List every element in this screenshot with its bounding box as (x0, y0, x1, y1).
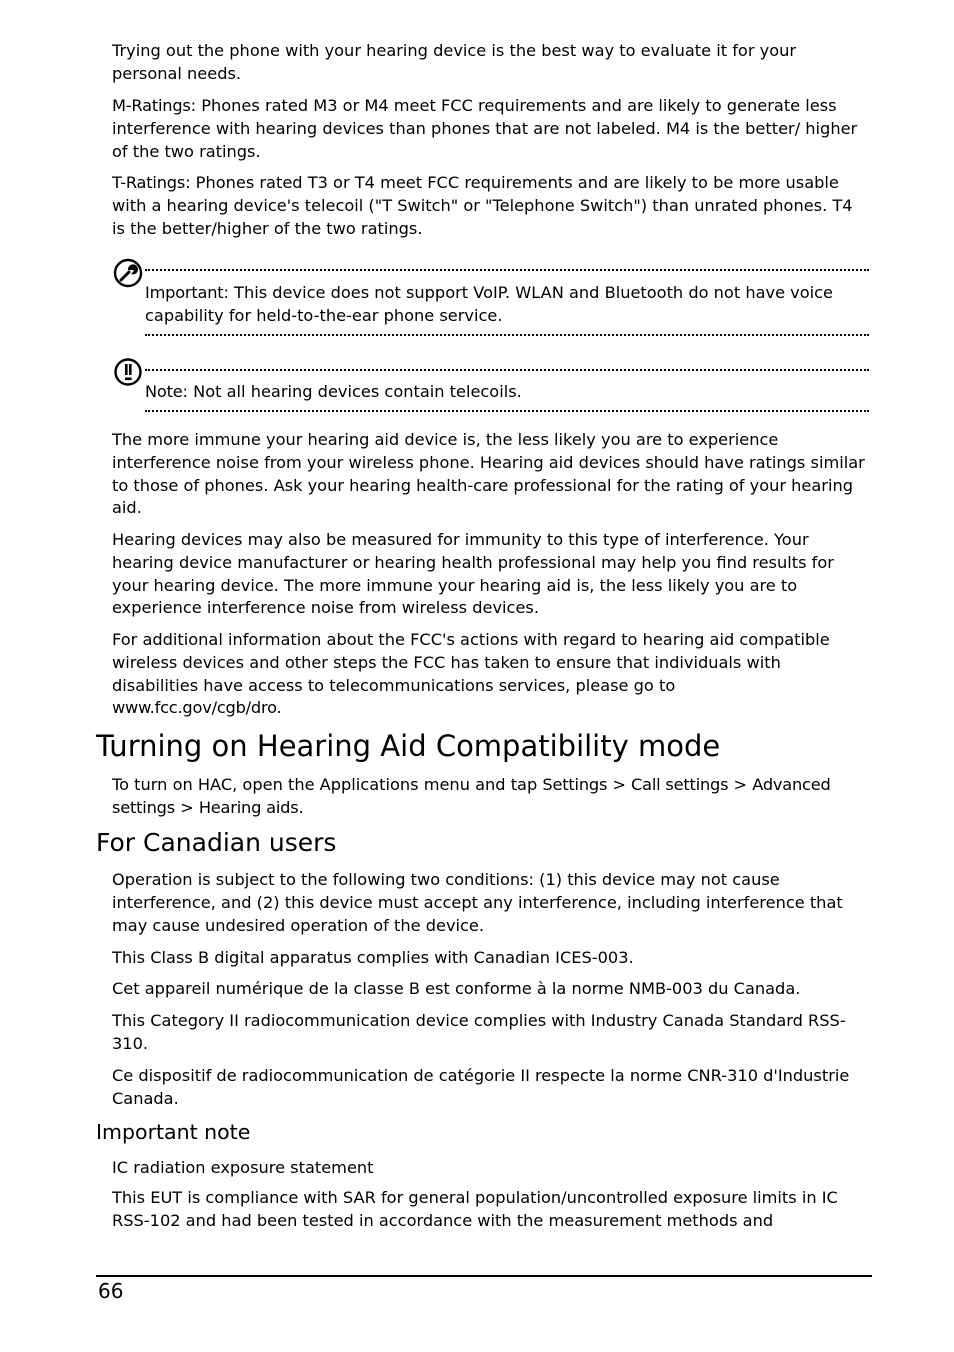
fcc-info-text: For additional information about the FCC's actions with regard to hearing aid compatible wireless devices and other steps the FCC has taken to ensure that individuals with disabilities have access to telecommunications services, please go to (112, 630, 830, 695)
footer-rule (96, 1275, 872, 1277)
note-label: Note (145, 382, 183, 401)
m-ratings-paragraph (112, 95, 870, 163)
path-separator: > (174, 797, 199, 817)
t-ratings-text: : Phones rated T3 or T4 meet FCC requirements and are likely to be more usable with a hearing device's telecoil ("T Switch" or "Telephone Switch") than unrated phones. T4 is the better/higher of the two ratings. (112, 173, 853, 238)
ices-paragraph: This Class B digital apparatus complies with Canadian ICES-003. (112, 948, 634, 967)
advanced-settings-menu-path: Advanced settings (112, 775, 831, 817)
ic-radiation-subheading: IC radiation exposure statement (112, 1158, 374, 1177)
note-text: : Not all hearing devices contain telecoils. (182, 382, 522, 401)
m-ratings-text: : Phones rated M3 or M4 meet FCC requirements and are likely to generate less interference with hearing devices than phones that are not labeled. M4 is the better/ higher of the two ratings. (112, 96, 858, 161)
important-text: : This device does not support VoIP. WLAN and Bluetooth do not have voice capability for held-to-the-ear phone service. (145, 283, 834, 325)
t-ratings-paragraph (112, 172, 870, 240)
note-callout-text (145, 381, 869, 404)
path-separator: > (607, 775, 632, 794)
canadian-conditions-paragraph: Operation is subject to the following two conditions: (1) this device may not cause interference, and (2) this device must accept any interference, including interference that may cause undesired operation of the device. (112, 870, 843, 935)
hac-text: To turn on HAC, open the Applications menu and tap (112, 775, 543, 794)
rss-paragraph: This Category II radiocommunication device complies with Industry Canada Standard RSS-310. (112, 1011, 846, 1053)
settings-menu-path: Settings (542, 775, 608, 794)
hac-heading: Turning on Hearing Aid Compatibility mode (96, 729, 721, 763)
cnr-paragraph: Ce dispositif de radiocommunication de catégorie II respecte la norme CNR-310 d'Industrie Canada. (112, 1066, 850, 1108)
path-separator: > (728, 775, 753, 794)
intro-paragraph: Trying out the phone with your hearing device is the best way to evaluate it for your personal needs. (112, 41, 797, 83)
period: . (298, 797, 304, 817)
fcc-link[interactable]: www.fcc.gov/cgb/dro. (112, 698, 282, 718)
m-ratings-label: M-Ratings (112, 96, 191, 115)
important-box-top-border (145, 269, 869, 271)
t-ratings-label: T-Ratings (112, 173, 186, 192)
hearing-aids-menu-path: Hearing aids (198, 797, 299, 817)
measurement-paragraph: Hearing devices may also be measured for immunity to this type of interference. Your hearing device manufacturer or hearing health professional may help you find results for your hearing device. The more immune your hearing aid is, the less likely you are to experience interference noise from wireless devices. (112, 530, 834, 618)
page-number: 66 (98, 1279, 124, 1303)
wrench-icon (112, 257, 144, 289)
important-callout-text (145, 282, 869, 328)
canadian-users-heading: For Canadian users (96, 828, 337, 857)
note-box-top-border (145, 369, 869, 371)
nmb-paragraph: Cet appareil numérique de la classe B est conforme à la norme NMB-003 du Canada. (112, 979, 801, 998)
eut-compliance-paragraph: This EUT is compliance with SAR for general population/uncontrolled exposure limits in IC RSS-102 and had been tested in accordance with the measurement methods and (112, 1188, 838, 1230)
important-label: Important (145, 283, 224, 302)
exclamation-icon (113, 357, 143, 387)
immunity-paragraph: The more immune your hearing aid device is, the less likely you are to experience interference noise from your wireless phone. Hearing aid devices should have ratings similar to those of phones. Ask your hearing health-care professional for the rating of your hearing aid. (112, 430, 865, 518)
note-box-bottom-border (145, 410, 869, 412)
important-note-heading: Important note (96, 1120, 251, 1144)
call-settings-menu-path: Call settings (631, 775, 729, 794)
fcc-info-paragraph (112, 629, 870, 720)
important-box-bottom-border (145, 334, 869, 336)
hac-instructions (112, 774, 870, 820)
